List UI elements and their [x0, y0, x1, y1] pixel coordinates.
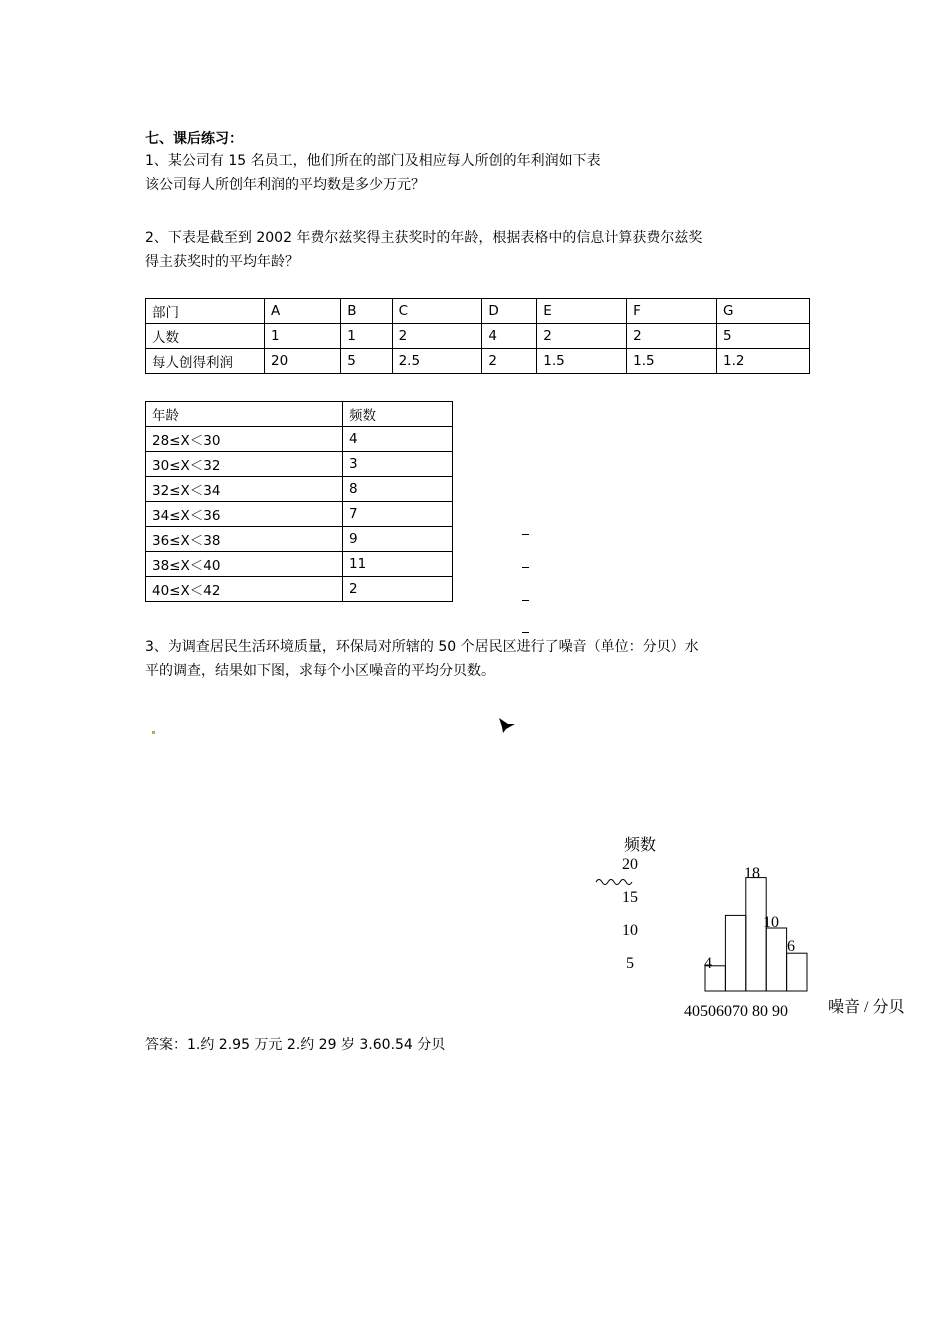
y-tick-label: 15 [622, 889, 638, 906]
section-title: 七、课后练习： [145, 131, 243, 147]
table-cell: 5 [341, 349, 392, 374]
histogram-bar [746, 878, 766, 991]
table-cell: 9 [343, 527, 453, 552]
y-axis-label: 频数 [624, 837, 657, 854]
question-1-line-1: 1、某公司有 15 名员工，他们所在的部门及相应每人所创的年利润如下表 [145, 153, 601, 169]
histogram-bar [725, 915, 745, 991]
question-3-line-1: 3、为调查居民生活环境质量，环保局对所辖的 50 个居民区进行了噪音（单位：分贝）水 [145, 639, 699, 655]
table-cell: 30≤X＜32 [146, 452, 343, 477]
table-cell: 4 [482, 324, 537, 349]
table-header-cell: 年龄 [146, 402, 343, 427]
table-cell: B [341, 299, 392, 324]
question-2-line-2: 得主获奖时的平均年龄？ [145, 254, 299, 270]
table-cell: 部门 [146, 299, 265, 324]
table-cell: 1.5 [537, 349, 627, 374]
table-cell: 1.5 [627, 349, 717, 374]
table-cell: 20 [265, 349, 341, 374]
answer-line: 答案：1.约 2.95 万元 2.约 29 岁 3.60.54 分贝 [145, 1037, 446, 1053]
y-tick-label: 5 [626, 955, 634, 972]
table-cell: 2 [392, 324, 482, 349]
cursor-arrow-icon [499, 718, 515, 733]
table-cell: 28≤X＜30 [146, 427, 343, 452]
table-cell: 5 [717, 324, 810, 349]
bar-data-label: 10 [763, 914, 779, 931]
table-cell: 38≤X＜40 [146, 552, 343, 577]
table-cell: 1 [341, 324, 392, 349]
histogram-bar [787, 953, 807, 991]
table-cell: 2 [537, 324, 627, 349]
table-cell: 2 [627, 324, 717, 349]
x-tick-labels: 40506070 80 90 [684, 1003, 788, 1020]
question-2-line-1: 2、下表是截至到 2002 年费尔兹奖得主获奖时的年龄，根据表格中的信息计算获费尔兹奖 [145, 230, 703, 246]
bar-data-label: 18 [744, 865, 760, 882]
table-cell: 40≤X＜42 [146, 577, 343, 602]
table-cell: 36≤X＜38 [146, 527, 343, 552]
table-cell: 2.5 [392, 349, 482, 374]
table-cell: 2 [343, 577, 453, 602]
table-cell: F [627, 299, 717, 324]
table-cell: E [537, 299, 627, 324]
bar-data-label: 4 [704, 955, 712, 972]
table-cell: 11 [343, 552, 453, 577]
table-cell: 1.2 [717, 349, 810, 374]
table-cell: 7 [343, 502, 453, 527]
table-cell: 2 [482, 349, 537, 374]
table-cell: G [717, 299, 810, 324]
table-cell: 8 [343, 477, 453, 502]
stray-dot-mark [152, 731, 155, 734]
table-cell: 4 [343, 427, 453, 452]
y-tick-label: 20 [622, 856, 638, 873]
table-cell: 1 [265, 324, 341, 349]
table-cell: A [265, 299, 341, 324]
table-cell: 3 [343, 452, 453, 477]
histogram-bars [705, 878, 807, 991]
table-cell: 32≤X＜34 [146, 477, 343, 502]
table-header-cell: 频数 [343, 402, 453, 427]
table-cell: 每人创得利润 [146, 349, 265, 374]
table-cell: 人数 [146, 324, 265, 349]
bar-data-label: 6 [787, 938, 795, 955]
axis-break-icon [596, 880, 632, 885]
y-tick-label: 10 [622, 922, 638, 939]
question-3-line-2: 平的调查，结果如下图，求每个小区噪音的平均分贝数。 [145, 663, 495, 679]
histogram-bar [766, 928, 786, 991]
question-1-line-2: 该公司每人所创年利润的平均数是多少万元？ [145, 177, 425, 193]
table-cell: D [482, 299, 537, 324]
table-cell: C [392, 299, 482, 324]
table-cell: 34≤X＜36 [146, 502, 343, 527]
x-axis-label: 噪音 / 分贝 [828, 999, 905, 1016]
